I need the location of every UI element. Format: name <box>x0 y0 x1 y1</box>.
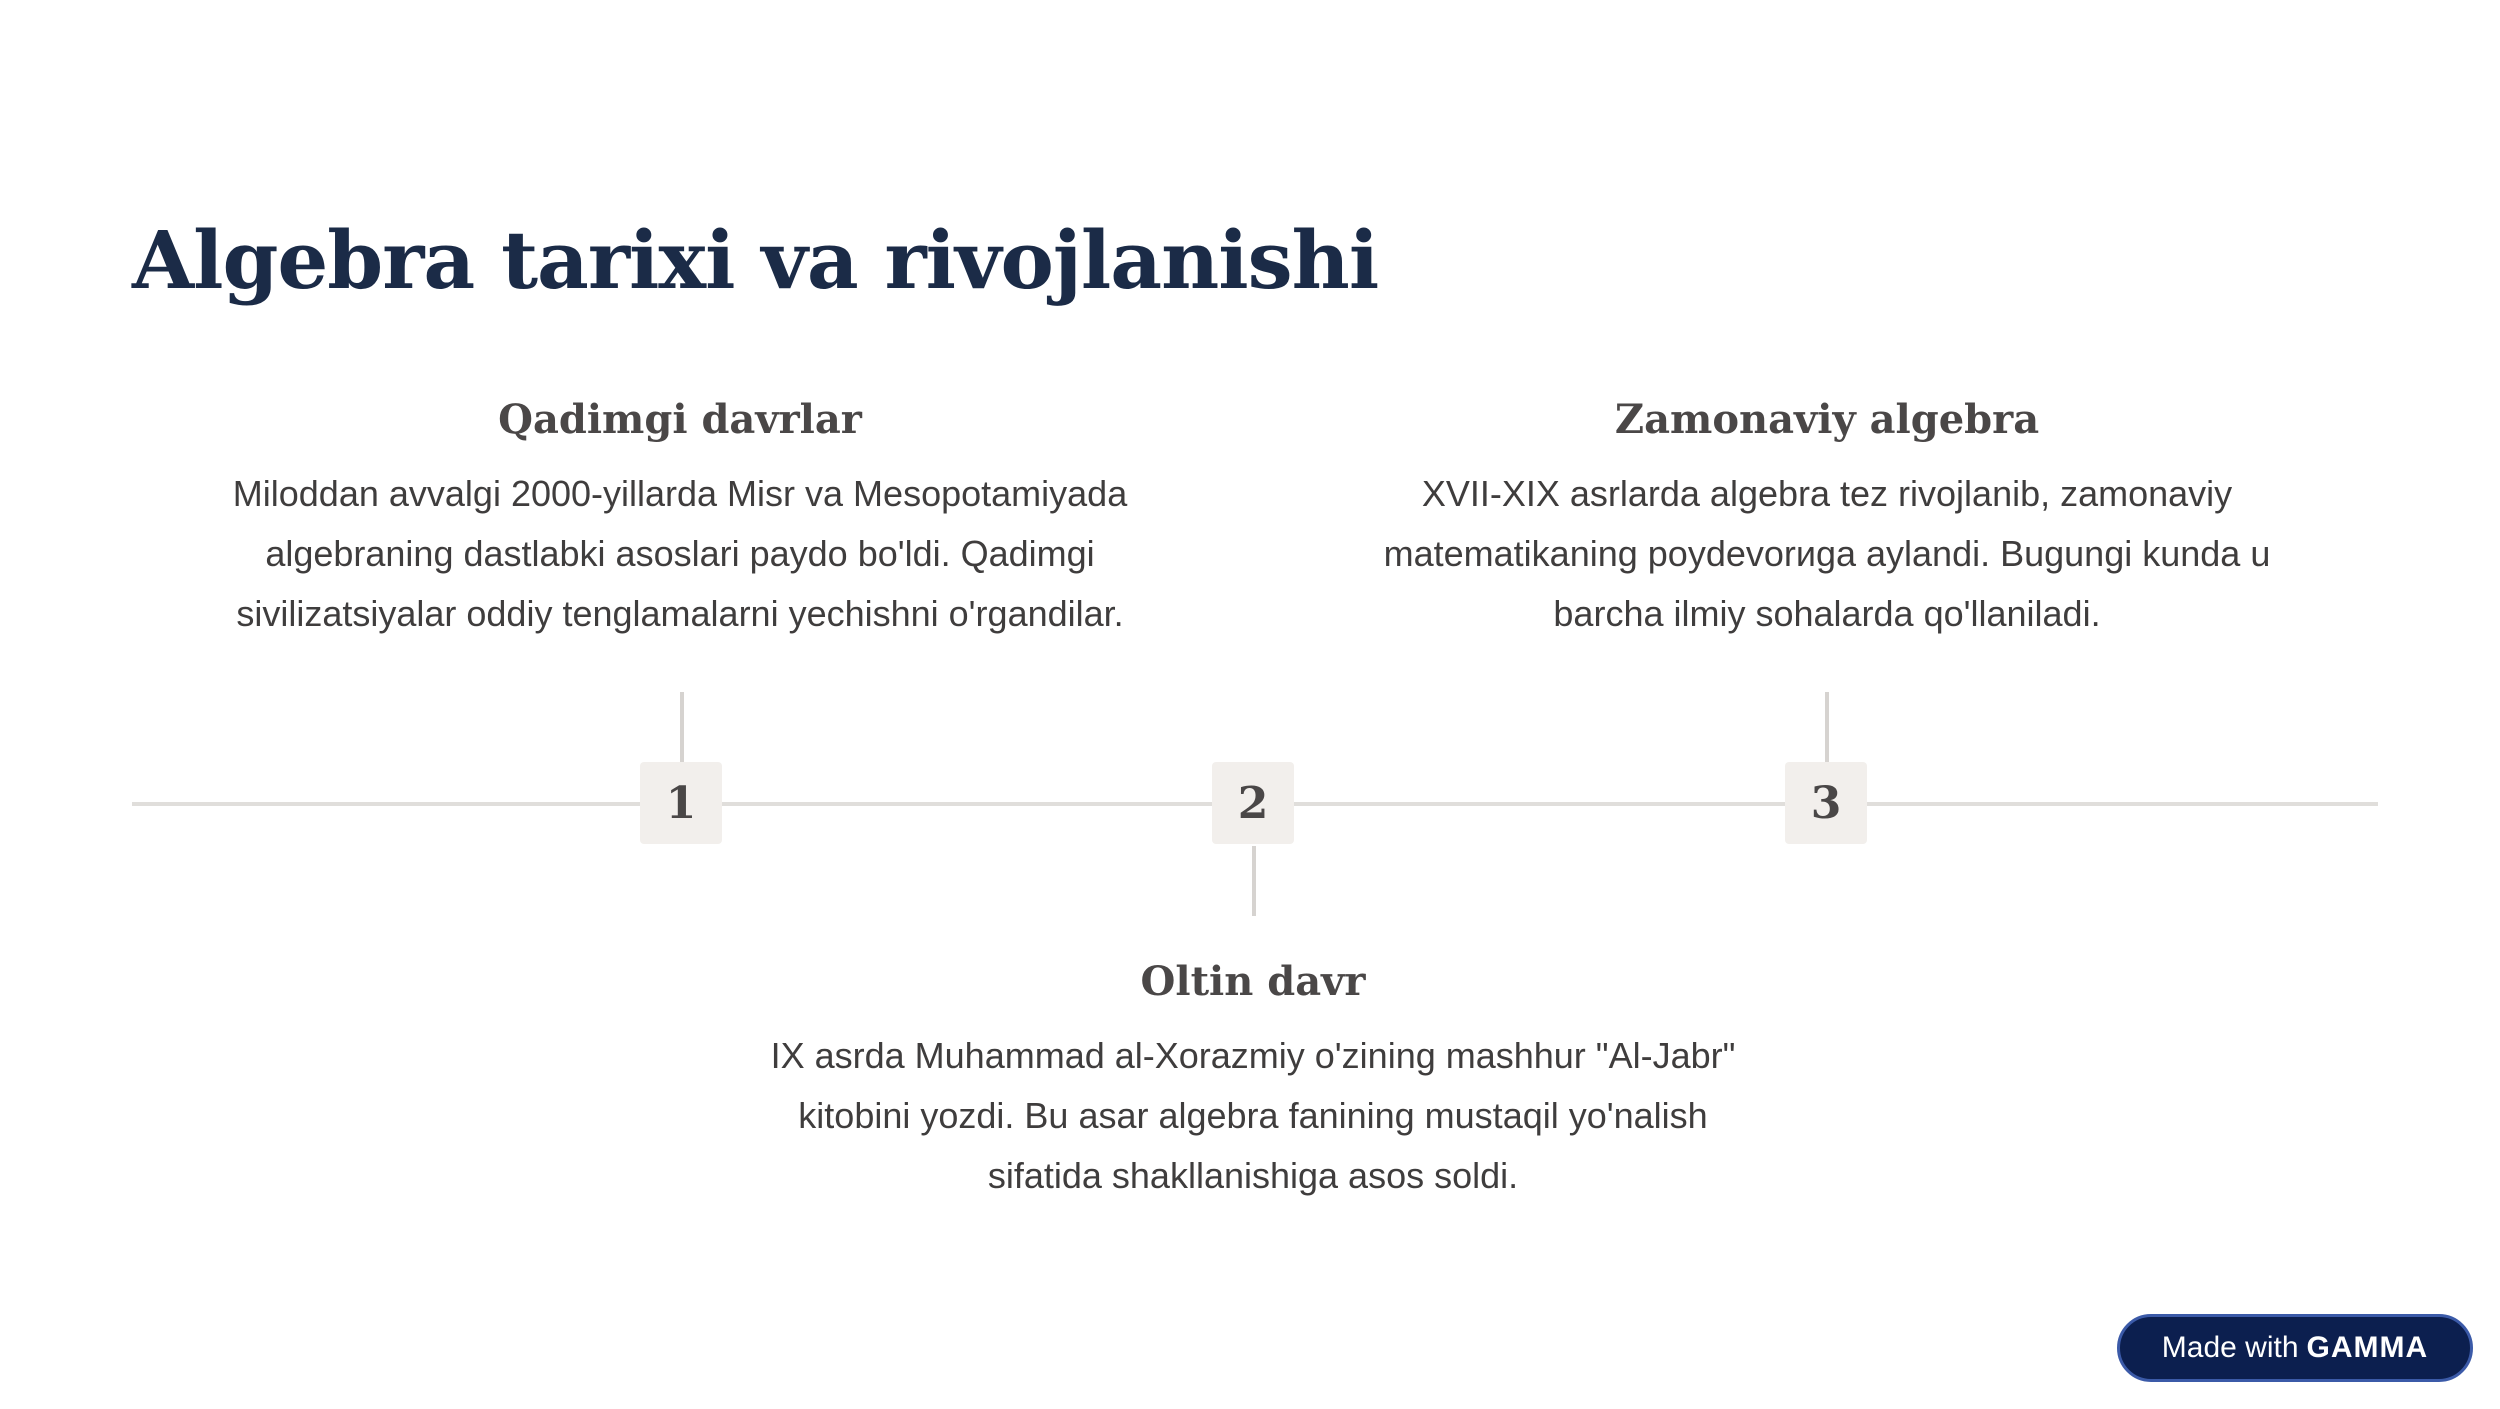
event-heading: Oltin davr <box>1140 958 1366 1005</box>
timeline-event-2 <box>753 952 1753 1206</box>
event-description: IX asrda Muhammad al-Xorazmiy o'zining mashhur "Al-Jabr" kitobini yozdi. Bu asar algebra fanining mustaqil yo'nalish sifatida shakllanishiga asos soldi. <box>770 1035 1736 1196</box>
timeline-connector-1 <box>680 692 684 762</box>
timeline-marker-1: 1 <box>640 762 722 844</box>
slide-title: Algebra tarixi va rivojlanishi <box>132 213 1379 307</box>
event-heading: Qadimgi davrlar <box>498 396 862 443</box>
timeline-marker-2: 2 <box>1212 762 1294 844</box>
timeline-connector-3 <box>1825 692 1829 762</box>
timeline-connector-2 <box>1252 846 1256 916</box>
event-heading: Zamonaviy algebra <box>1614 396 2040 443</box>
badge-prefix: Made with <box>2161 1331 2299 1364</box>
timeline-marker-3: 3 <box>1785 762 1867 844</box>
event-description: XVII-XIX asrlarda algebra tez rivojlanib, zamonaviy matematikaning poydevorиga aylandi. Bugungi kunda u barcha ilmiy sohalarda qo'llaniladi. <box>1383 473 2271 634</box>
made-with-gamma-badge[interactable] <box>2117 1314 2473 1382</box>
timeline-event-3 <box>1327 390 2327 644</box>
gamma-logo: GAMMA <box>2306 1331 2429 1364</box>
timeline-event-1 <box>180 390 1180 644</box>
event-description: Miloddan avvalgi 2000-yillarda Misr va Mesopotamiyada algebraning dastlabki asoslari paydo bo'ldi. Qadimgi sivilizatsiyalar oddiy tenglamalarni yechishni o'rgandilar. <box>232 473 1128 634</box>
